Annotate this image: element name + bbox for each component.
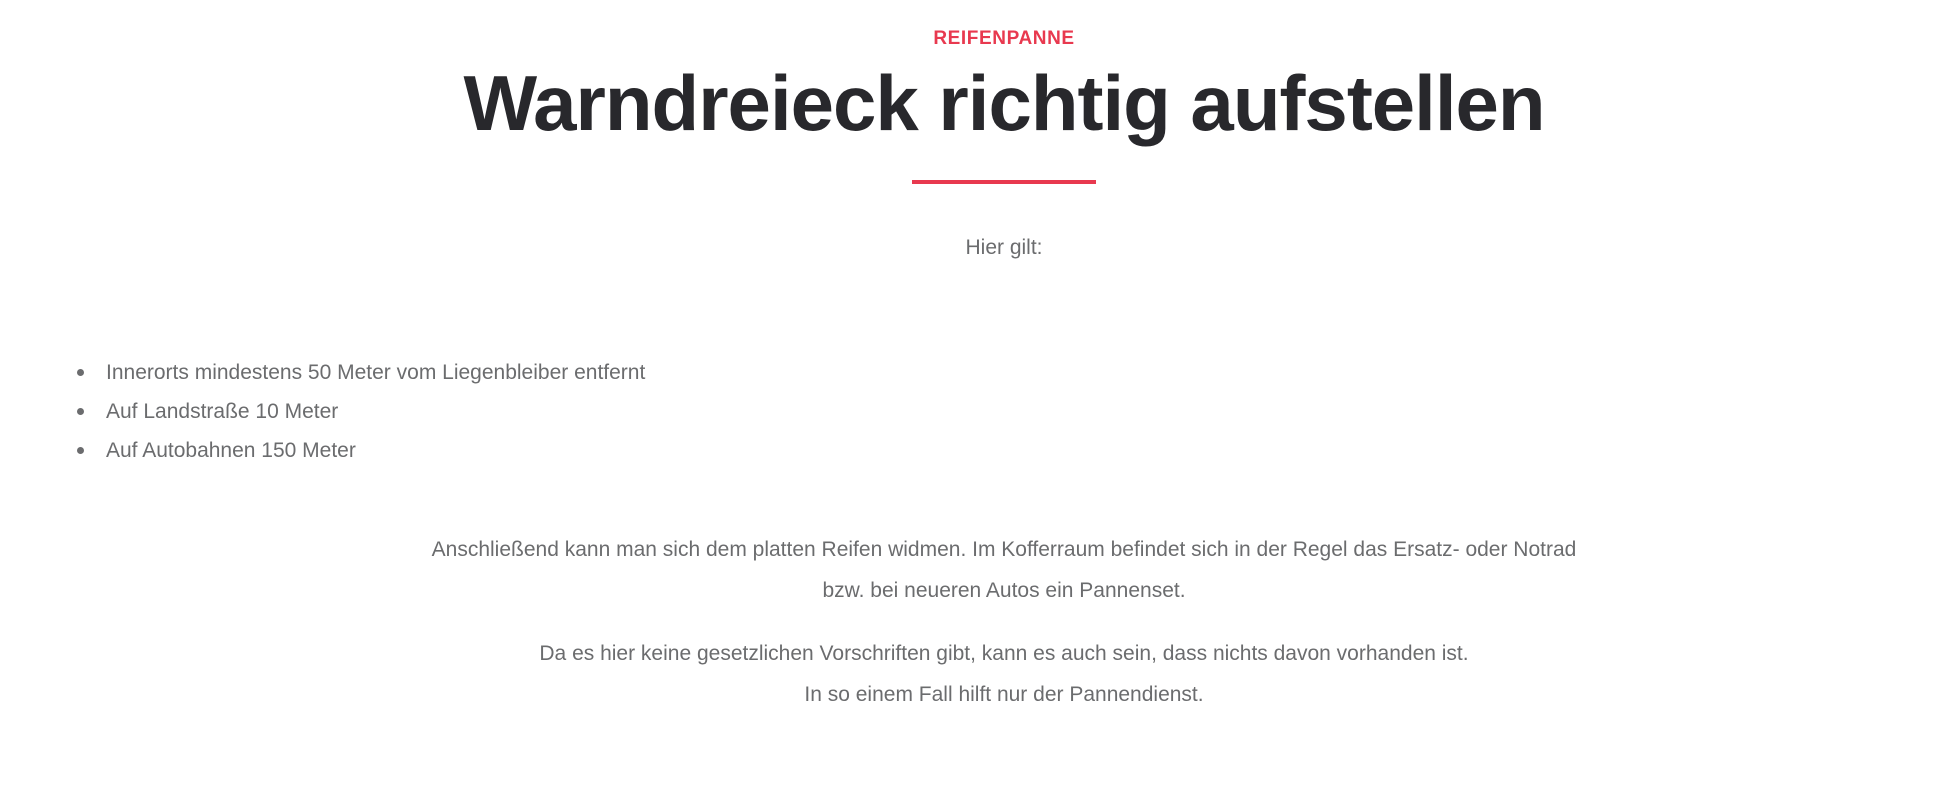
paragraph-line: Anschließend kann man sich dem platten Reifen widmen. Im Kofferraum befindet sich in der Regel das Ersatz- oder Notrad [431, 538, 1577, 561]
rules-list [56, 353, 1952, 470]
paragraph-line: In so einem Fall hilft nur der Pannendienst. [804, 683, 1204, 706]
intro-text: Hier gilt: [965, 236, 1043, 259]
list-item: Auf Landstraße 10 Meter [56, 392, 1952, 431]
article-content [56, 0, 1952, 715]
paragraph-line: Da es hier keine gesetzlichen Vorschriften gibt, kann es auch sein, dass nichts davon vorhanden ist. [539, 642, 1469, 665]
list-item: Innerorts mindestens 50 Meter vom Liegenbleiber entfernt [56, 353, 1952, 392]
paragraph [56, 633, 1952, 715]
title-divider [912, 180, 1096, 184]
kicker-label: REIFENPANNE [933, 28, 1075, 49]
paragraph [56, 529, 1952, 611]
page-title: Warndreieck richtig aufstellen [463, 59, 1545, 147]
paragraph-line: bzw. bei neueren Autos ein Pannenset. [822, 579, 1186, 602]
list-item: Auf Autobahnen 150 Meter [56, 431, 1952, 470]
